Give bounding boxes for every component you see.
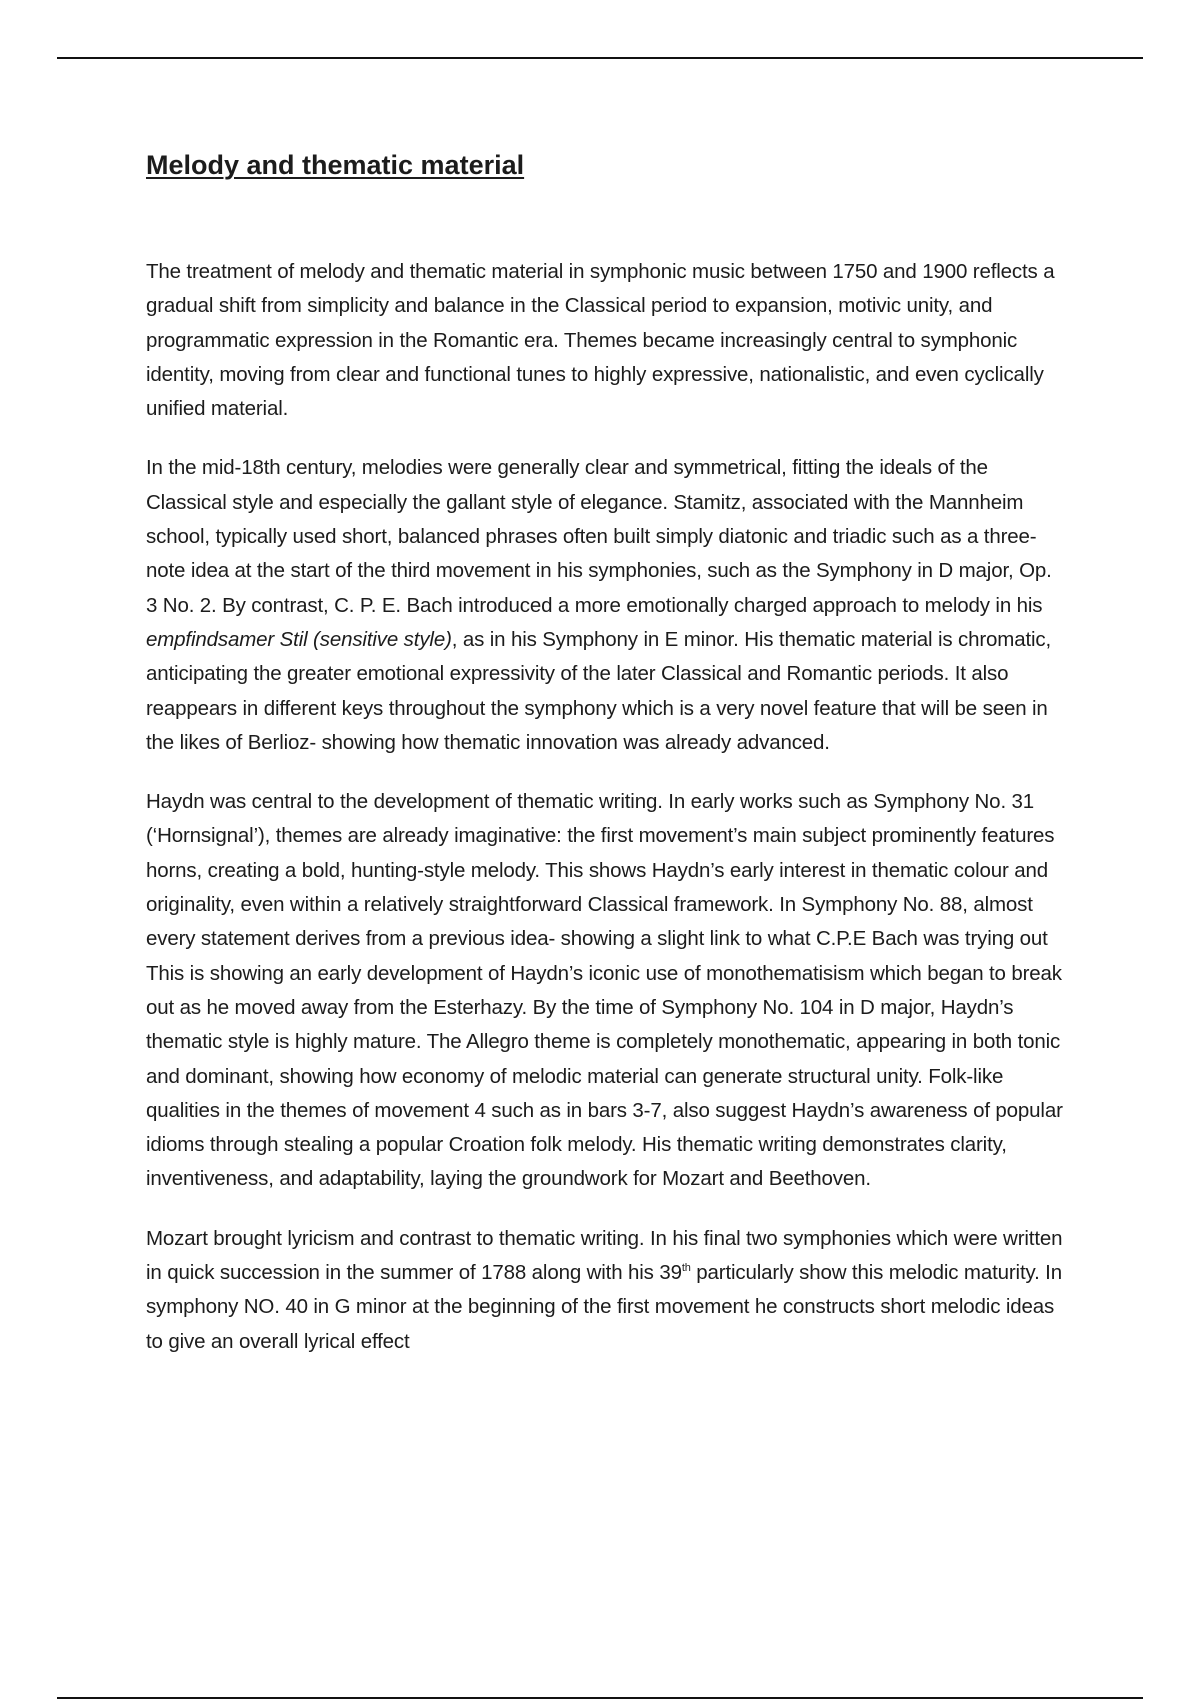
ordinal-superscript: th bbox=[681, 1262, 691, 1275]
paragraph-mid-18th-century bbox=[146, 451, 1066, 760]
paragraph-intro: The treatment of melody and thematic material in symphonic music between 1750 and 1900 reflects a gradual shift from simplicity and balance in the Classical period to expansion, motivic unity, and programmatic expression in the Romantic era. Themes became increasingly central to symphonic identity, moving from clear and functional tunes to highly expressive, nationalistic, and even cyclically unified material. bbox=[146, 260, 1055, 421]
paragraph-mozart-text-end: particularly show this melodic maturity. In symphony NO. 40 in G minor at the beginning of the first movement he constructs short melodic ideas to give an overall lyrical effect bbox=[146, 1261, 1062, 1353]
paragraph-haydn: Haydn was central to the development of thematic writing. In early works such as Symphony No. 31 (‘Hornsignal’), themes are already imaginative: the first movement’s main subject prominently features horns, creating a bold, hunting-style melody. This shows Haydn’s early interest in thematic colour and originality, even within a relatively straightforward Classical framework. In Symphony No. 88, almost every statement derives from a previous idea- showing a slight link to what C.P.E Bach was trying out This is showing an early development of Haydn’s iconic use of monothematisism which began to break out as he moved away from the Esterhazy. By the time of Symphony No. 104 in D major, Haydn’s thematic style is highly mature. The Allegro theme is completely monothematic, appearing in both tonic and dominant, showing how economy of melodic material can generate structural unity. Folk-like qualities in the themes of movement 4 such as in bars 3-7, also suggest Haydn’s awareness of popular idioms through stealing a popular Croation folk melody. His thematic writing demonstrates clarity, inventiveness, and adaptability, laying the groundwork for Mozart and Beethoven. bbox=[146, 790, 1063, 1191]
italic-term-empfindsamer-stil: empfindsamer Stil (sensitive style) bbox=[146, 627, 452, 651]
document-body bbox=[146, 147, 1066, 1359]
paragraph-mid-18th-century-text-end: , as in his Symphony in E minor. His thematic material is chromatic, anticipating the greater emotional expressivity of the later Classical and Romantic periods. It also reappears in different keys throughout the symphony which is a very novel feature that will be seen in the likes of Berlioz- showing how thematic innovation was already advanced. bbox=[146, 627, 1052, 754]
top-divider bbox=[57, 57, 1143, 59]
paragraph-mozart bbox=[146, 1222, 1066, 1359]
paragraph-mozart-text-start: Mozart brought lyricism and contrast to thematic writing. In his final two symphonies which were written in quick succession in the summer of 1788 along with his 39 bbox=[146, 1226, 1063, 1285]
paragraph-mid-18th-century-text-start: In the mid-18th century, melodies were generally clear and symmetrical, fitting the ideals of the Classical style and especially the gallant style of elegance. Stamitz, associated with the Mannheim school, typically used short, balanced phrases often built simply diatonic and triadic such as a three-note idea at the start of the third movement in his symphonies, such as the Symphony in D major, Op. 3 No. 2. By contrast, C. P. E. Bach introduced a more emotionally charged approach to melody in his bbox=[146, 456, 1052, 617]
bottom-divider bbox=[57, 1697, 1143, 1699]
section-heading: Melody and thematic material bbox=[146, 150, 525, 180]
